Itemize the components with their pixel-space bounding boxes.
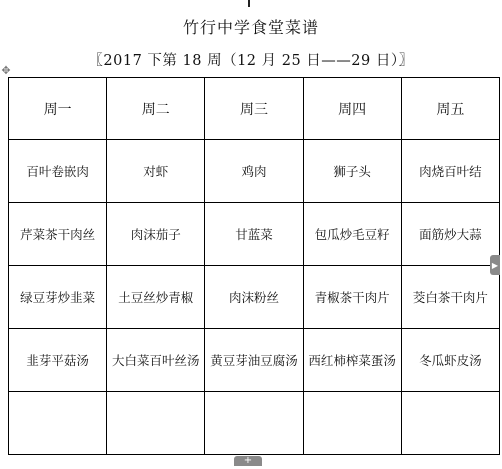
table-cell[interactable]: 大白菜百叶丝汤 (107, 329, 205, 392)
table-cell-empty[interactable] (9, 392, 107, 455)
table-cell[interactable]: 肉沫粉丝 (205, 266, 303, 329)
table-header-row (9, 78, 500, 140)
header-cell-monday[interactable]: 周一 (9, 78, 107, 140)
header-cell-friday[interactable]: 周五 (401, 78, 499, 140)
table-row (9, 329, 500, 392)
table-move-handle[interactable] (0, 64, 12, 76)
add-row-button[interactable] (234, 456, 262, 466)
table-cell-empty[interactable] (401, 392, 499, 455)
table-cell[interactable]: 绿豆芽炒韭菜 (9, 266, 107, 329)
table-cell-empty[interactable] (107, 392, 205, 455)
table-cell[interactable]: 面筋炒大蒜 (401, 203, 499, 266)
table-cell[interactable]: 茭白茶干肉片 (401, 266, 499, 329)
table-row (9, 140, 500, 203)
table-cell[interactable]: 肉烧百叶结 (401, 140, 499, 203)
table-row (9, 392, 500, 455)
table-cell-empty[interactable] (303, 392, 401, 455)
table-cell[interactable]: 黄豆芽油豆腐汤 (205, 329, 303, 392)
move-icon: ✥ (1, 63, 11, 77)
table-cell[interactable]: 青椒茶干肉片 (303, 266, 401, 329)
table-cell[interactable]: 土豆丝炒青椒 (107, 266, 205, 329)
table-row (9, 203, 500, 266)
add-column-button[interactable] (490, 255, 500, 275)
table-row (9, 266, 500, 329)
table-cell[interactable]: 芹菜茶干肉丝 (9, 203, 107, 266)
table-cell[interactable]: 韭芽平菇汤 (9, 329, 107, 392)
table-cell[interactable]: 甘蓝菜 (205, 203, 303, 266)
header-cell-thursday[interactable]: 周四 (303, 78, 401, 140)
table-cell[interactable]: 鸡肉 (205, 140, 303, 203)
table-cell[interactable]: 对虾 (107, 140, 205, 203)
table-cell[interactable]: 百叶卷嵌肉 (9, 140, 107, 203)
table-cell[interactable]: 肉沫茄子 (107, 203, 205, 266)
table-cell[interactable]: 包瓜炒毛豆籽 (303, 203, 401, 266)
header-cell-wednesday[interactable]: 周三 (205, 78, 303, 140)
add-row-icon: + (243, 455, 253, 466)
menu-table (8, 77, 500, 455)
header-cell-tuesday[interactable]: 周二 (107, 78, 205, 140)
table-cell[interactable]: 冬瓜虾皮汤 (401, 329, 499, 392)
table-cell[interactable]: 狮子头 (303, 140, 401, 203)
page-title: 竹行中学食堂菜谱 (182, 18, 319, 37)
table-cell-empty[interactable] (205, 392, 303, 455)
add-column-icon: ▶ (491, 260, 499, 270)
week-subtitle: 〖2017 下第 18 周（12 月 25 日——29 日）〗 (88, 53, 414, 69)
table-cell[interactable]: 西红柿榨菜蛋汤 (303, 329, 401, 392)
text-cursor (248, 0, 250, 7)
